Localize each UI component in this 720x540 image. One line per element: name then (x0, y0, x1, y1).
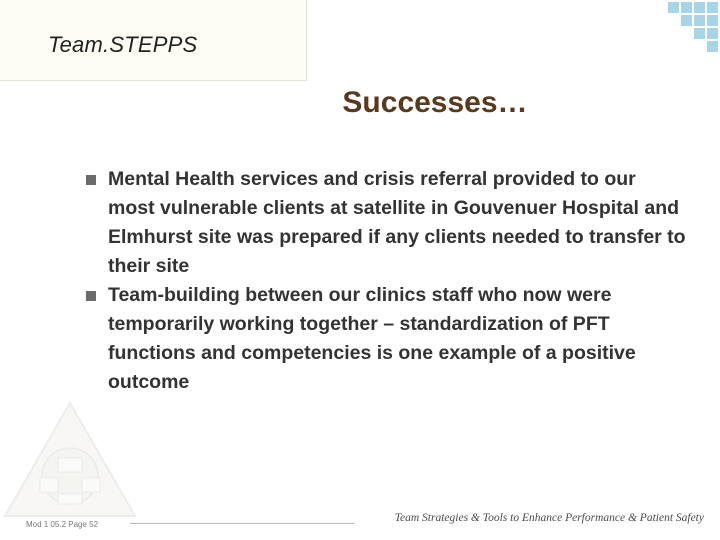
footer-divider (130, 523, 354, 524)
teamstepps-logo-watermark-icon (0, 398, 140, 523)
square-bullet-icon (86, 175, 96, 185)
bullet-text: Mental Health services and crisis referral provided to our most vulnerable clients at satellite in Gouvenuer Hospital and Elmhurst site was prepared if any clients needed to transfer to their site (108, 168, 686, 277)
footer-module-page: Mod 1 05.2 Page 52 (26, 520, 99, 529)
bullet-text: Team-building between our clinics staff who now were temporarily working together – standardization of PFT functions and competencies is one example of a positive outcome (108, 284, 636, 393)
grid-pattern-icon (580, 0, 720, 60)
brand-title: Team.STEPPS (48, 32, 198, 57)
square-bullet-icon (86, 291, 96, 301)
brand-box (0, 0, 307, 81)
slide-title: Successes… (342, 86, 528, 119)
footer-tagline: Team Strategies & Tools to Enhance Performance & Patient Safety (394, 512, 704, 524)
bullet-list (86, 165, 686, 397)
bullet-item (86, 165, 686, 281)
bullet-item (86, 281, 686, 397)
